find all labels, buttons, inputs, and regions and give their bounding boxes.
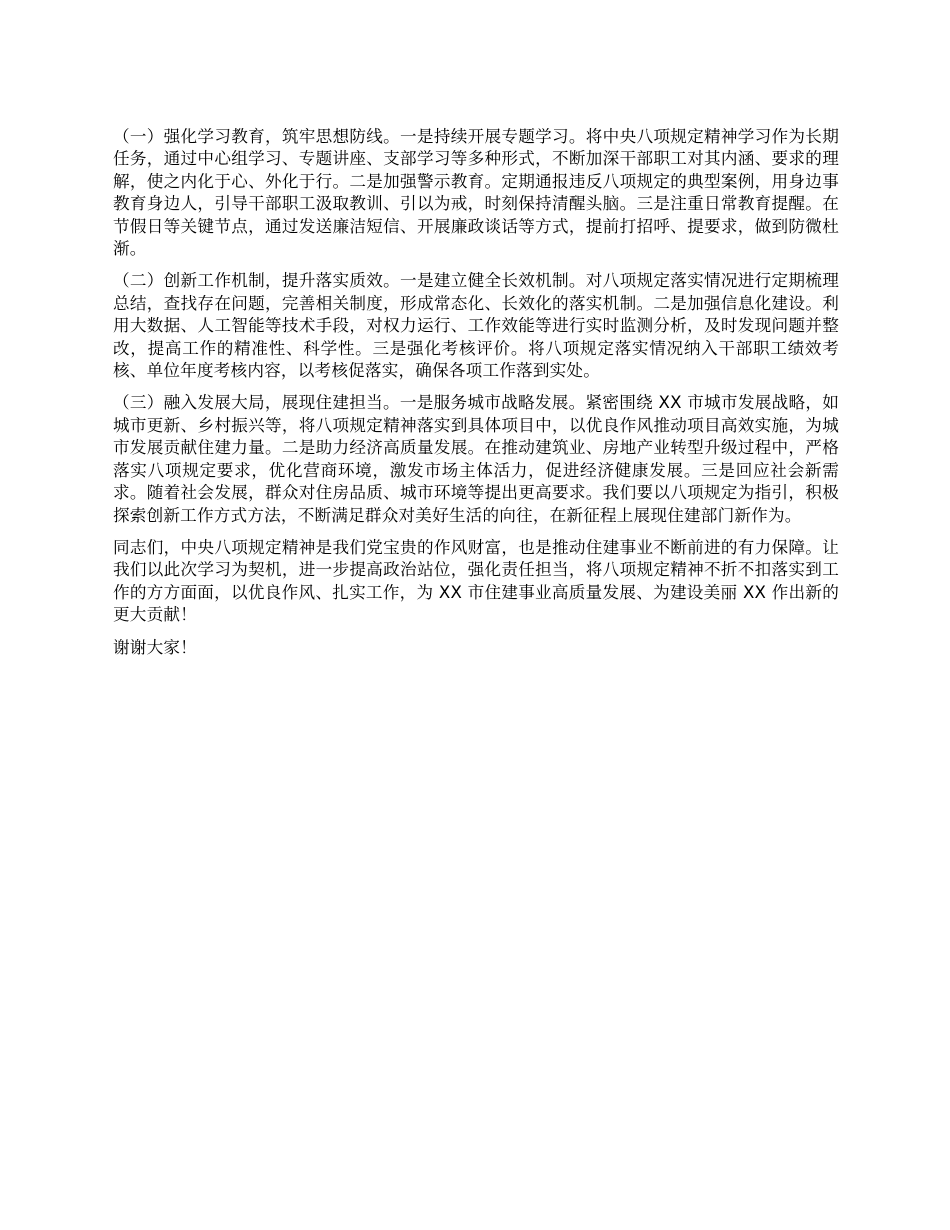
paragraph-conclusion: 同志们，中央八项规定精神是我们党宝贵的作风财富，也是推动住建事业不断前进的有力保障。让我们以此次学习为契机，进一步提高政治站位，强化责任担当，将八项规定精神不折不扣落实到工作的方方面面，以优良作风、扎实工作，为 XX 市住建事业高质量发展、为建设美丽 XX 作出新的更大贡献！: [113, 537, 839, 625]
document-body: [113, 126, 839, 659]
closing-thanks: 谢谢大家！: [113, 637, 197, 657]
paragraph-study-education: （一）强化学习教育，筑牢思想防线。一是持续开展专题学习。将中央八项规定精神学习作为长期任务，通过中心组学习、专题讲座、支部学习等多种形式，不断加深干部职工对其内涵、要求的理解，使之内化于心、外化于行。二是加强警示教育。定期通报违反八项规定的典型案例，用身边事教育身边人，引导干部职工汲取教训、引以为戒，时刻保持清醒头脑。三是注重日常教育提醒。在节假日等关键节点，通过发送廉洁短信、开展廉政谈话等方式，提前打招呼、提要求，做到防微杜渐。: [113, 127, 839, 259]
paragraph-development-overview: （三）融入发展大局，展现住建担当。一是服务城市战略发展。紧密围绕 XX 市城市发展战略，如城市更新、乡村振兴等，将八项规定精神落实到具体项目中，以优良作风推动项目高效实施，为城市发展贡献住建力量。二是助力经济高质量发展。在推动建筑业、房地产业转型升级过程中，严格落实八项规定要求，优化营商环境，激发市场主体活力，促进经济健康发展。三是回应社会新需求。随着社会发展，群众对住房品质、城市环境等提出更高要求。我们要以八项规定为指引，积极探索创新工作方式方法，不断满足群众对美好生活的向往，在新征程上展现住建部门新作为。: [113, 393, 839, 525]
paragraph-work-mechanism: （二）创新工作机制，提升落实质效。一是建立健全长效机制。对八项规定落实情况进行定期梳理总结，查找存在问题，完善相关制度，形成常态化、长效化的落实机制。二是加强信息化建设。利用大数据、人工智能等技术手段，对权力运行、工作效能等进行实时监测分析，及时发现问题并整改，提高工作的精准性、科学性。三是强化考核评价。将八项规定落实情况纳入干部职工绩效考核、单位年度考核内容，以考核促落实，确保各项工作落到实处。: [113, 271, 839, 381]
